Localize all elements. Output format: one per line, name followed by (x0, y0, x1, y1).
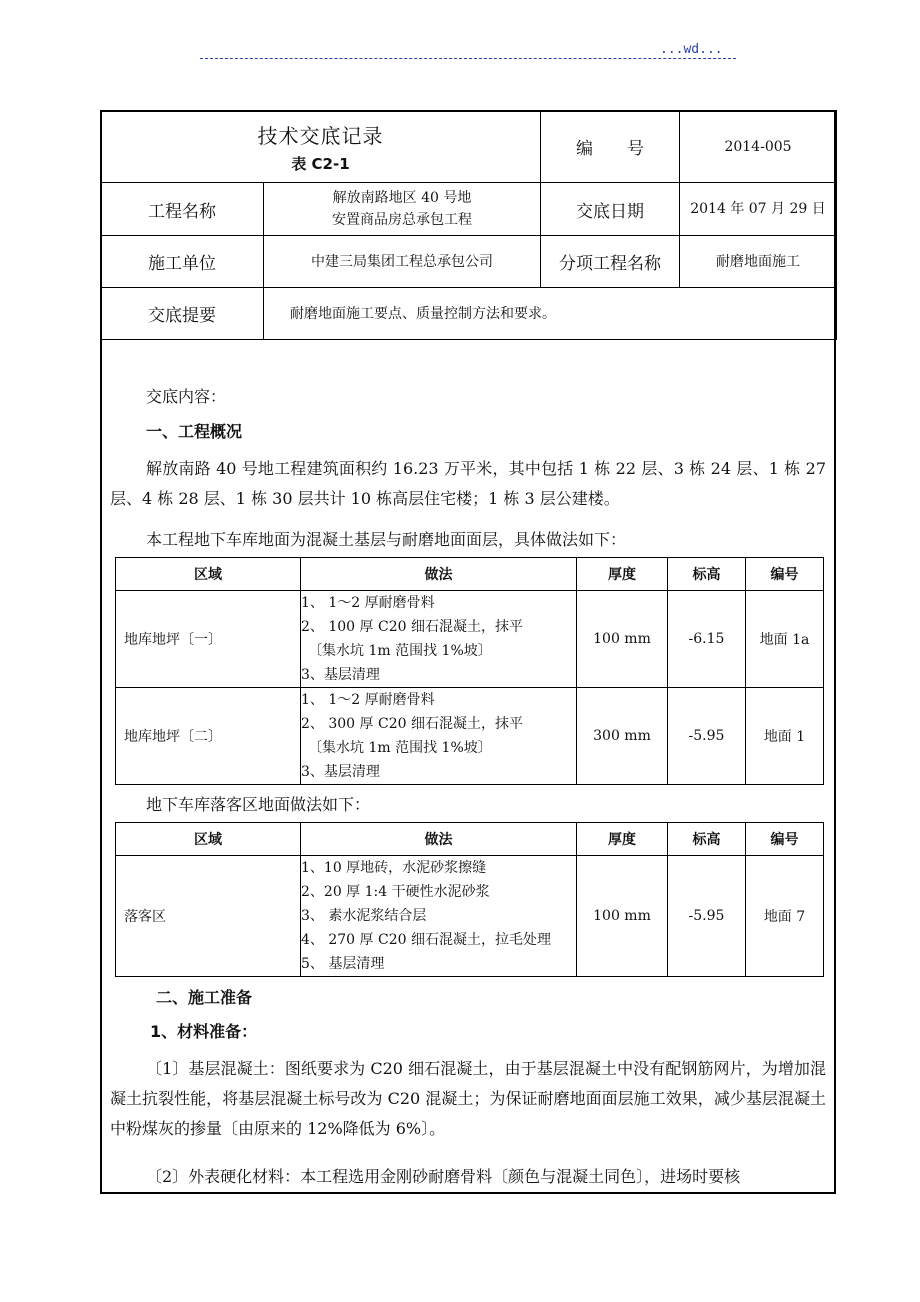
method-step: 2、 300 厚 C20 细石混凝土，抹平 (301, 716, 523, 732)
subitem-label: 分项工程名称 (541, 236, 680, 288)
number-value: 2014-005 (680, 111, 837, 183)
project-label: 工程名称 (101, 183, 264, 236)
number-label: 编 号 (541, 111, 680, 183)
col-header-thickness: 厚度 (577, 558, 668, 591)
content-intro: 交底内容： (146, 387, 227, 406)
row-thickness: 300 mm (577, 688, 668, 785)
section-1-heading: 一、工程概况 (146, 422, 243, 441)
row-area: 地库地坪〔一〕 (116, 591, 301, 688)
row-code: 地面 1a (746, 591, 824, 688)
project-line-1: 解放南路地区 40 号地 (332, 190, 472, 206)
method-step: 3、基层清理 (301, 667, 380, 683)
method-step: 〔集水坑 1m 范围找 1%坡〕 (301, 643, 492, 659)
record-header-table (100, 110, 837, 340)
method-step: 1、10 厚地砖，水泥砂浆擦缝 (301, 860, 487, 876)
row-elevation: -5.95 (668, 856, 746, 977)
col-header-method: 做法 (301, 823, 577, 856)
col-header-elevation: 标高 (668, 823, 746, 856)
page-title: 技术交底记录 (257, 123, 384, 148)
row-thickness: 100 mm (577, 856, 668, 977)
method-step: 4、 270 厚 C20 细石混凝土，拉毛处理 (301, 932, 551, 948)
table-row (116, 856, 824, 977)
row-elevation: -6.15 (668, 591, 746, 688)
title-cell (101, 111, 541, 183)
table-row (116, 688, 824, 785)
method-step: 〔集水坑 1m 范围找 1%坡〕 (301, 740, 492, 756)
method-step: 3、 素水泥浆结合层 (301, 908, 427, 924)
row-code: 地面 1 (746, 688, 824, 785)
col-header-area: 区域 (116, 558, 301, 591)
method-step: 3、基层清理 (301, 764, 380, 780)
row-thickness: 100 mm (577, 591, 668, 688)
summary-value: 耐磨地面施工要点、质量控制方法和要求。 (264, 288, 837, 340)
method-step: 1、 1～2 厚耐磨骨料 (301, 692, 435, 708)
unit-label: 施工单位 (101, 236, 264, 288)
method-step: 5、 基层清理 (301, 956, 385, 972)
row-method (301, 688, 577, 785)
row-method (301, 591, 577, 688)
row-code: 地面 7 (746, 856, 824, 977)
row-method (301, 856, 577, 977)
col-header-area: 区域 (116, 823, 301, 856)
col-header-elevation: 标高 (668, 558, 746, 591)
materials-subheading: 1、材料准备： (150, 1022, 258, 1041)
col-header-thickness: 厚度 (577, 823, 668, 856)
floor-method-table (115, 557, 824, 785)
unit-value: 中建三局集团工程总承包公司 (264, 236, 541, 288)
header-watermark: ...wd... (660, 42, 723, 57)
col-header-code: 编号 (746, 823, 824, 856)
subitem-value: 耐磨地面施工 (680, 236, 837, 288)
col-header-method: 做法 (301, 558, 577, 591)
project-value (264, 183, 541, 236)
project-line-2: 安置商品房总承包工程 (332, 212, 472, 228)
summary-label: 交底提要 (101, 288, 264, 340)
method-step: 1、 1～2 厚耐磨骨料 (301, 595, 435, 611)
row-area: 落客区 (116, 856, 301, 977)
method-step: 2、 100 厚 C20 细石混凝土，抹平 (301, 619, 523, 635)
row-area: 地库地坪〔二〕 (116, 688, 301, 785)
table-row (116, 591, 824, 688)
header-dashed-rule (200, 58, 736, 59)
form-number: 表 C2-1 (291, 154, 350, 173)
floor-method-intro: 本工程地下车库地面为混凝土基层与耐磨地面面层，具体做法如下： (146, 530, 627, 549)
col-header-code: 编号 (746, 558, 824, 591)
section-2-heading: 二、施工准备 (156, 988, 253, 1007)
overview-paragraph: 解放南路 40 号地工程建筑面积约 16.23 万平米，其中包括 1 栋 22 层、3 栋 24 层、1 栋 27 层、4 栋 28 层、1 栋 30 层共计 10 栋高层住宅楼；1 栋 3 层公建楼。 (110, 459, 826, 508)
method-step: 2、20 厚 1:4 干硬性水泥砂浆 (301, 884, 490, 900)
drop-off-method-intro: 地下车库落客区地面做法如下： (146, 795, 371, 814)
date-value: 2014 年 07 月 29 日 (680, 183, 837, 236)
row-elevation: -5.95 (668, 688, 746, 785)
base-concrete-paragraph: 〔1〕基层混凝土：图纸要求为 C20 细石混凝土，由于基层混凝土中没有配钢筋网片，为增加混凝土抗裂性能，将基层混凝土标号改为 C20 混凝土；为保证耐磨地面面层施工效果，减少基层混凝土中粉煤灰的掺量〔由原来的 12%降低为 6%〕。 (110, 1059, 826, 1138)
hardener-paragraph: 〔2〕外表硬化材料：本工程选用金刚砂耐磨骨料〔颜色与混凝土同色〕，进场时要核 (146, 1167, 741, 1186)
date-label: 交底日期 (541, 183, 680, 236)
drop-off-method-table (115, 822, 824, 977)
